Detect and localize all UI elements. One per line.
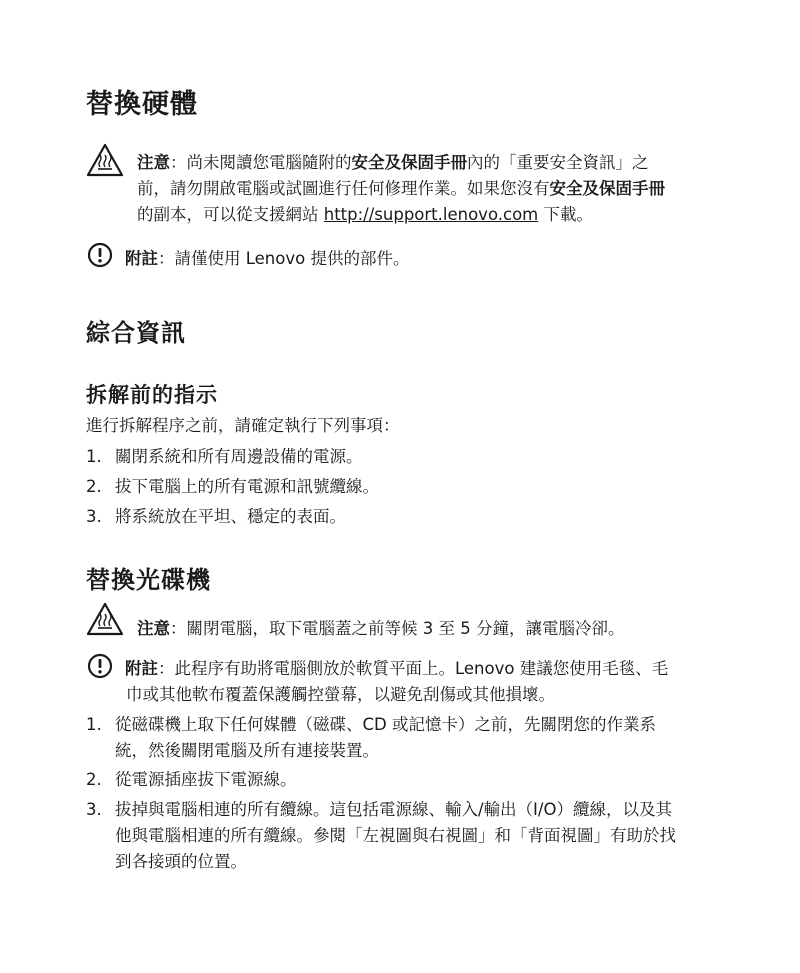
support-link[interactable]: http://support.lenovo.com bbox=[323, 205, 539, 224]
subsection-title: 拆解前的指示 bbox=[86, 383, 218, 407]
caution-line-2: 前，請勿開啟電腦或試圖進行任何修理作業。如果您沒有安全及保固手冊 bbox=[137, 179, 665, 198]
page-title: 替換硬體 bbox=[86, 89, 198, 120]
hot-surface-warning-icon bbox=[86, 143, 124, 177]
caution-label: 注意 bbox=[137, 619, 170, 638]
note-block: 附註：請僅使用 Lenovo 提供的部件。 bbox=[125, 249, 410, 268]
exclamation-circle-icon bbox=[87, 242, 113, 268]
section-title-general: 綜合資訊 bbox=[86, 319, 186, 347]
manual-name: 安全及保固手冊 bbox=[351, 153, 467, 172]
caution-label: 注意 bbox=[137, 153, 170, 172]
manual-name: 安全及保固手冊 bbox=[549, 179, 665, 198]
note-label: 附註 bbox=[125, 659, 158, 678]
hot-surface-warning-icon bbox=[86, 602, 124, 636]
caution-block bbox=[137, 150, 737, 228]
note-label: 附註 bbox=[125, 249, 158, 268]
exclamation-circle-icon bbox=[87, 653, 113, 679]
manual-page: 替換硬體 注意：尚未閱讀您電腦隨附的安全及保固手冊內的「重要安全資訊」之 前，請勿開啟電腦或試圖進行任何修理作業。如果您沒有安全及保固手冊 的副本，可以從支援網站 http://support.lenovo.com 下載。 附註：請僅使用 Lenovo 提供的部件。 綜合資訊 拆解前的指示 進行拆解程序之前，請確定執行下列事項： 1. 關閉系統和所有周邊設備的電源。 2. 拔下電腦上的所有電源和訊號纜線。 3. 將系統放在平坦、穩定的表面。 替換光碟機 注意：關閉電腦，取下電腦蓋之前等候 3 至 5 分鐘，讓電腦冷卻。 附註：此程序有助將電腦側放於軟質平面上。Lenovo 建議您使用毛毯、毛 巾或其他軟布覆蓋保護觸控螢幕，以避免刮傷或其他損壞。 1. 從磁碟機上取下任何媒體（磁碟、CD 或記憶卡）之前，先關閉您的作業系 統，然後關閉電腦及所有連接裝置。 2. 從電源插座拔下電源線。 3. 拔掉與電腦相連的所有纜線。這包括電源線、輸入/輸出（I/O）纜線，以及其 他與電腦相連的所有纜線。參閱「左視圖與右視圖」和「背面視圖」有助於找 到各接頭的位置。 bbox=[0, 0, 800, 973]
intro-text: 進行拆解程序之前，請確定執行下列事項： bbox=[86, 416, 400, 435]
caution-line-3: 的副本，可以從支援網站 http://support.lenovo.com 下載。 bbox=[137, 205, 593, 224]
caution-line-1: 注意：尚未閱讀您電腦隨附的安全及保固手冊內的「重要安全資訊」之 bbox=[137, 153, 649, 172]
caution-block: 注意：關閉電腦，取下電腦蓋之前等候 3 至 5 分鐘，讓電腦冷卻。 bbox=[137, 619, 625, 638]
section-title-optical-drive: 替換光碟機 bbox=[86, 566, 211, 594]
note-block: 附註：此程序有助將電腦側放於軟質平面上。Lenovo 建議您使用毛毯、毛 巾或其他軟布覆蓋保護觸控螢幕，以避免刮傷或其他損壞。 bbox=[125, 659, 669, 704]
